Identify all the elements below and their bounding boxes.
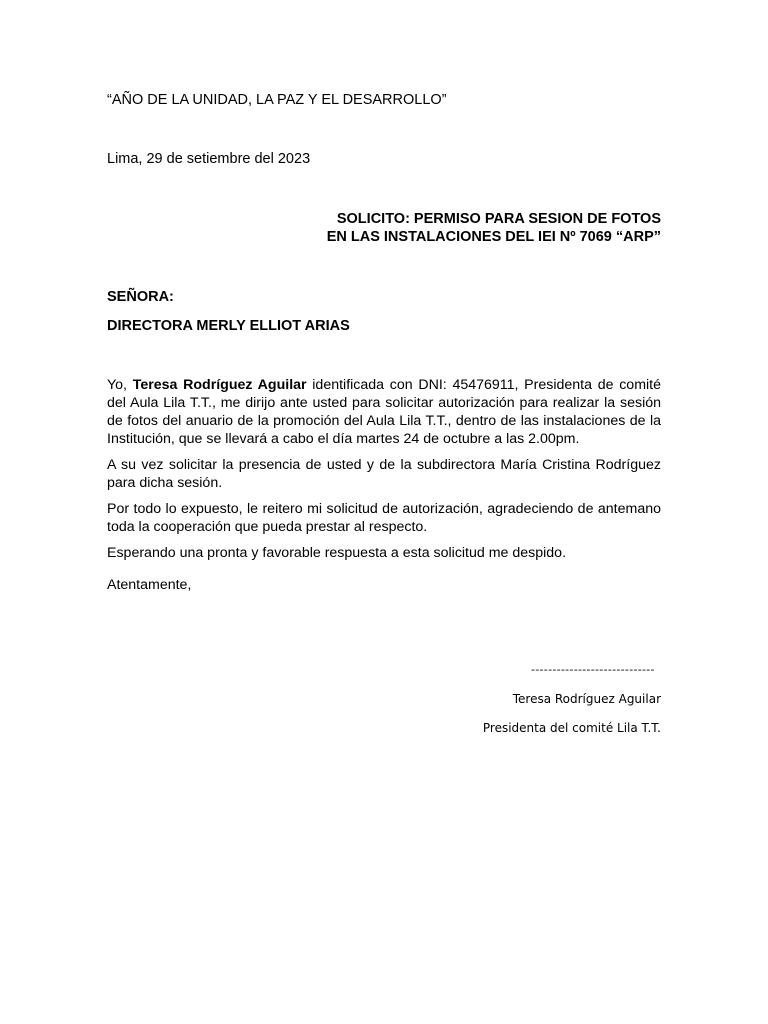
closing: Atentamente, bbox=[107, 577, 192, 593]
signer-role: Presidenta del comité Lila T.T. bbox=[482, 721, 661, 735]
paragraph-1-prefix: Yo, bbox=[107, 377, 133, 393]
requester-name: Teresa Rodríguez Aguilar bbox=[132, 377, 307, 393]
signer-name: Teresa Rodríguez Aguilar bbox=[512, 692, 661, 706]
addressee: DIRECTORA MERLY ELLIOT ARIAS bbox=[107, 318, 350, 334]
subject-line-1: SOLICITO: PERMISO PARA SESION DE FOTOS bbox=[336, 211, 661, 227]
salutation: SEÑORA: bbox=[107, 289, 174, 305]
subject-line-2: EN LAS INSTALACIONES DEL IEI Nº 7069 “ARP” bbox=[326, 229, 661, 245]
paragraph-4: Esperando una pronta y favorable respuesta a esta solicitud me despido. bbox=[107, 545, 567, 561]
paragraph-1-text: identificada con DNI: 45476911, Presidenta de comité del Aula Lila T.T., me dirijo ante usted para solicitar autorización para realizar la sesión de fotos del anuario de la promoción del Aula Lila T.T., dentro de las instalaciones de la Institución, que se llevará a cabo el día martes 24 de octubre a las 2.00pm. bbox=[107, 377, 661, 447]
paragraph-3: Por todo lo expuesto, le reitero mi solicitud de autorización, agradeciendo de antemano toda la cooperación que pueda prestar al respecto. bbox=[107, 501, 661, 535]
signature-line: ----------------------------- bbox=[531, 663, 655, 676]
letter-body bbox=[107, 376, 661, 570]
letter-date: Lima, 29 de setiembre del 2023 bbox=[107, 151, 311, 167]
year-motto: “AÑO DE LA UNIDAD, LA PAZ Y EL DESARROLLO” bbox=[107, 92, 447, 108]
subject-block bbox=[327, 210, 661, 246]
paragraph-2: A su vez solicitar la presencia de usted y de la subdirectora María Cristina Rodríguez para dicha sesión. bbox=[107, 457, 661, 491]
paragraph-1 bbox=[107, 376, 661, 448]
